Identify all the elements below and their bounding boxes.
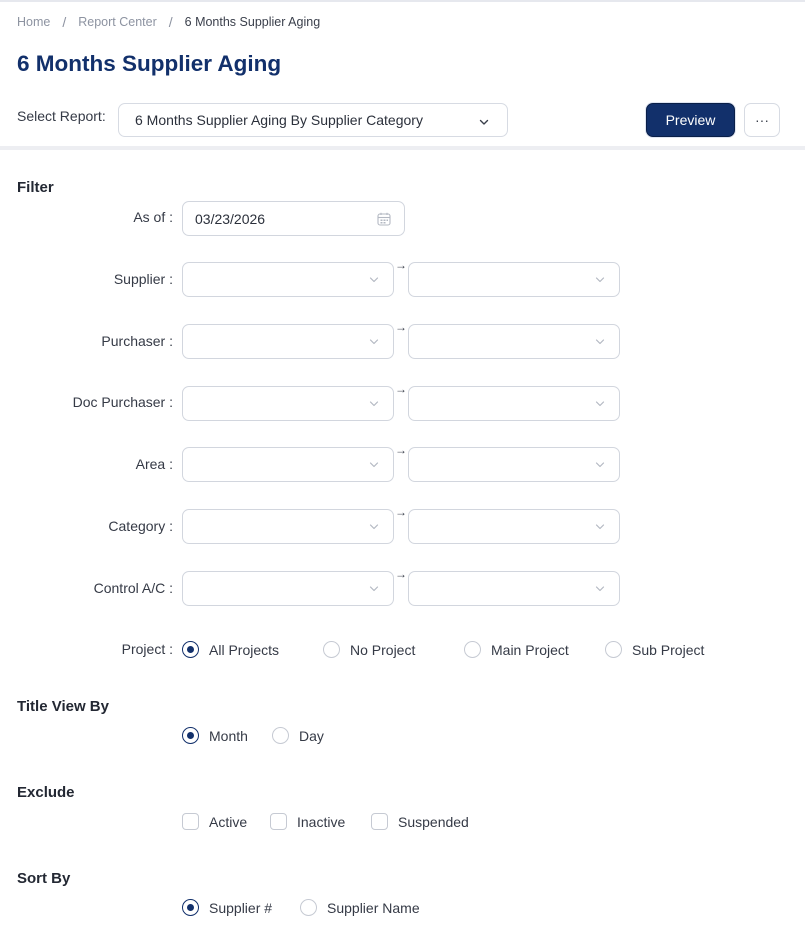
breadcrumb-report-center[interactable]: Report Center (78, 15, 157, 29)
radio-button[interactable] (300, 899, 317, 916)
checkbox[interactable] (270, 813, 287, 830)
chevron-down-icon (595, 276, 605, 284)
title-view-option-day[interactable] (272, 727, 324, 744)
chevron-down-icon (595, 585, 605, 593)
supplier-range (182, 258, 622, 297)
purchaser-from-select[interactable] (182, 324, 394, 359)
control-ac-from-select[interactable] (182, 571, 394, 606)
breadcrumb-home[interactable]: Home (17, 15, 51, 29)
breadcrumb-separator: / (168, 14, 173, 30)
select-report-label: Select Report: (17, 108, 106, 124)
sort-option-supplier-name[interactable] (300, 899, 420, 916)
title-view-by-section-title: Title View By (17, 698, 109, 715)
chevron-down-icon (595, 338, 605, 346)
chevron-down-icon (479, 115, 489, 127)
project-option-none[interactable] (323, 641, 415, 658)
supplier-label: Supplier : (113, 271, 173, 287)
exclude-option-suspended[interactable] (371, 813, 469, 830)
control-ac-to-select[interactable] (408, 571, 620, 606)
title-view-option-month[interactable] (182, 727, 248, 744)
checkbox-label: Inactive (297, 813, 346, 830)
arrow-right-icon: → (395, 505, 407, 519)
radio-label: No Project (350, 641, 416, 658)
radio-label: Supplier # (209, 899, 273, 916)
report-select-value: 6 Months Supplier Aging By Supplier Category (135, 112, 423, 128)
area-to-select[interactable] (408, 447, 620, 482)
radio-label: Supplier Name (327, 899, 420, 916)
doc-purchaser-label: Doc Purchaser : (72, 394, 173, 410)
page-title: 6 Months Supplier Aging (17, 51, 282, 76)
supplier-from-select[interactable] (182, 262, 394, 297)
checkbox-label: Active (209, 813, 248, 830)
doc-purchaser-from-select[interactable] (182, 386, 394, 421)
breadcrumb (17, 13, 320, 31)
radio-label: Main Project (491, 641, 569, 658)
radio-button[interactable] (272, 727, 289, 744)
category-from-select[interactable] (182, 509, 394, 544)
radio-button[interactable] (464, 641, 481, 658)
radio-button[interactable] (323, 641, 340, 658)
radio-label: Sub Project (632, 641, 705, 658)
project-option-all[interactable] (182, 641, 279, 658)
exclude-option-inactive[interactable] (270, 813, 345, 830)
chevron-down-icon (595, 523, 605, 531)
more-options-button[interactable]: ··· (744, 103, 780, 137)
as-of-date-value: 03/23/2026 (195, 210, 266, 227)
breadcrumb-current: 6 Months Supplier Aging (184, 15, 321, 29)
radio-label: Month (209, 727, 248, 744)
control-ac-range (182, 567, 622, 606)
project-option-main[interactable] (464, 641, 569, 658)
radio-button-checked[interactable] (182, 727, 199, 744)
arrow-right-icon: → (395, 258, 407, 272)
arrow-right-icon: → (395, 320, 407, 334)
area-from-select[interactable] (182, 447, 394, 482)
category-range (182, 505, 622, 544)
chevron-down-icon (369, 276, 379, 284)
category-label: Category : (108, 518, 173, 534)
purchaser-to-select[interactable] (408, 324, 620, 359)
area-range (182, 443, 622, 482)
checkbox-label: Suspended (398, 813, 469, 830)
radio-button-checked[interactable] (182, 641, 199, 658)
project-label: Project : (121, 641, 173, 657)
sort-by-section-title: Sort By (17, 870, 71, 887)
project-option-sub[interactable] (605, 641, 704, 658)
preview-button[interactable]: Preview (646, 103, 735, 137)
as-of-label: As of : (133, 209, 173, 225)
exclude-section-title: Exclude (17, 784, 75, 801)
radio-label: All Projects (209, 641, 280, 658)
arrow-right-icon: → (395, 382, 407, 396)
doc-purchaser-range (182, 382, 622, 421)
chevron-down-icon (369, 338, 379, 346)
report-select[interactable] (118, 103, 508, 137)
purchaser-range (182, 320, 622, 359)
checkbox[interactable] (182, 813, 199, 830)
supplier-to-select[interactable] (408, 262, 620, 297)
arrow-right-icon: → (395, 443, 407, 457)
checkbox[interactable] (371, 813, 388, 830)
chevron-down-icon (369, 585, 379, 593)
header-divider (0, 146, 805, 150)
radio-label: Day (299, 727, 324, 744)
control-ac-label: Control A/C : (93, 580, 173, 596)
chevron-down-icon (595, 400, 605, 408)
breadcrumb-separator: / (62, 14, 67, 30)
chevron-down-icon (369, 523, 379, 531)
arrow-right-icon: → (395, 567, 407, 581)
chevron-down-icon (369, 400, 379, 408)
doc-purchaser-to-select[interactable] (408, 386, 620, 421)
as-of-date-input[interactable] (182, 201, 405, 236)
area-label: Area : (135, 456, 173, 472)
exclude-option-active[interactable] (182, 813, 247, 830)
chevron-down-icon (595, 461, 605, 469)
category-to-select[interactable] (408, 509, 620, 544)
radio-button[interactable] (605, 641, 622, 658)
purchaser-label: Purchaser : (101, 333, 173, 349)
chevron-down-icon (369, 461, 379, 469)
filter-section-title: Filter (17, 179, 54, 196)
calendar-icon[interactable] (377, 212, 391, 226)
top-border (0, 0, 805, 2)
radio-button-checked[interactable] (182, 899, 199, 916)
sort-option-supplier-number[interactable] (182, 899, 272, 916)
